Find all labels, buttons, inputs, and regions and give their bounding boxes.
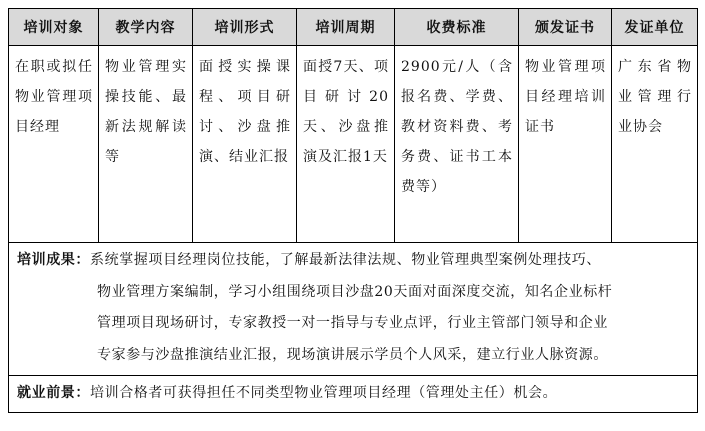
header-issuer: 发证单位 — [612, 9, 698, 46]
results-line-1 — [17, 245, 689, 277]
cell-content — [99, 46, 193, 243]
results-line-4: 专家参与沙盘推演结业汇报，现场演讲展示学员个人风采，建立行业人脉资源。 — [97, 346, 608, 363]
training-table — [8, 8, 698, 413]
cell-issuer — [612, 46, 698, 243]
prospects-cell — [9, 376, 698, 413]
cell-trainees — [9, 46, 99, 243]
prospects-text: 培训合格者可获得担任不同类型物业管理项目经理（管理处主任）机会。 — [90, 385, 558, 401]
format-text: 面授实操课程、项目研讨、沙盘推演、结业汇报 — [199, 59, 291, 165]
duration-text: 面授7天、项目研讨20天、沙盘推演及汇报1天 — [303, 59, 389, 165]
header-trainees: 培训对象 — [9, 9, 99, 46]
issuer-text: 广东省物业管理行业协会 — [618, 59, 692, 135]
results-cell — [9, 243, 698, 376]
results-row — [9, 243, 698, 376]
cell-fees — [395, 46, 519, 243]
results-text-1: 系统掌握项目经理岗位技能，了解最新法律法规、物业管理典型案例处理技巧、 — [90, 252, 601, 268]
cell-format — [193, 46, 297, 243]
header-content: 教学内容 — [99, 9, 193, 46]
header-row — [9, 9, 698, 46]
trainees-text: 在职或拟任物业管理项目经理 — [15, 59, 93, 135]
cell-certificate — [519, 46, 612, 243]
cell-duration — [297, 46, 395, 243]
results-label: 培训成果： — [17, 252, 90, 268]
prospects-block — [9, 376, 697, 412]
table-row — [9, 46, 698, 243]
header-certificate: 颁发证书 — [519, 9, 612, 46]
header-fees: 收费标准 — [395, 9, 519, 46]
results-line-3: 管理项目现场研讨，专家教授一对一指导与专业点评，行业主管部门领导和企业 — [97, 315, 608, 331]
header-duration: 培训周期 — [297, 9, 395, 46]
content-text: 物业管理实操技能、最新法规解读等 — [105, 59, 187, 165]
prospects-row — [9, 376, 698, 413]
results-block — [9, 243, 697, 375]
certificate-text: 物业管理项目经理培训证书 — [525, 59, 606, 135]
training-info-sheet — [8, 8, 697, 413]
results-line-2: 物业管理方案编制，学习小组围绕项目沙盘20天面对面深度交流，知名企业标杆 — [97, 283, 613, 300]
header-format: 培训形式 — [193, 9, 297, 46]
prospects-label: 就业前景： — [17, 385, 90, 401]
fees-text: 2900元/人（含报名费、学费、教材资料费、考务费、证书工本费等） — [401, 59, 513, 195]
